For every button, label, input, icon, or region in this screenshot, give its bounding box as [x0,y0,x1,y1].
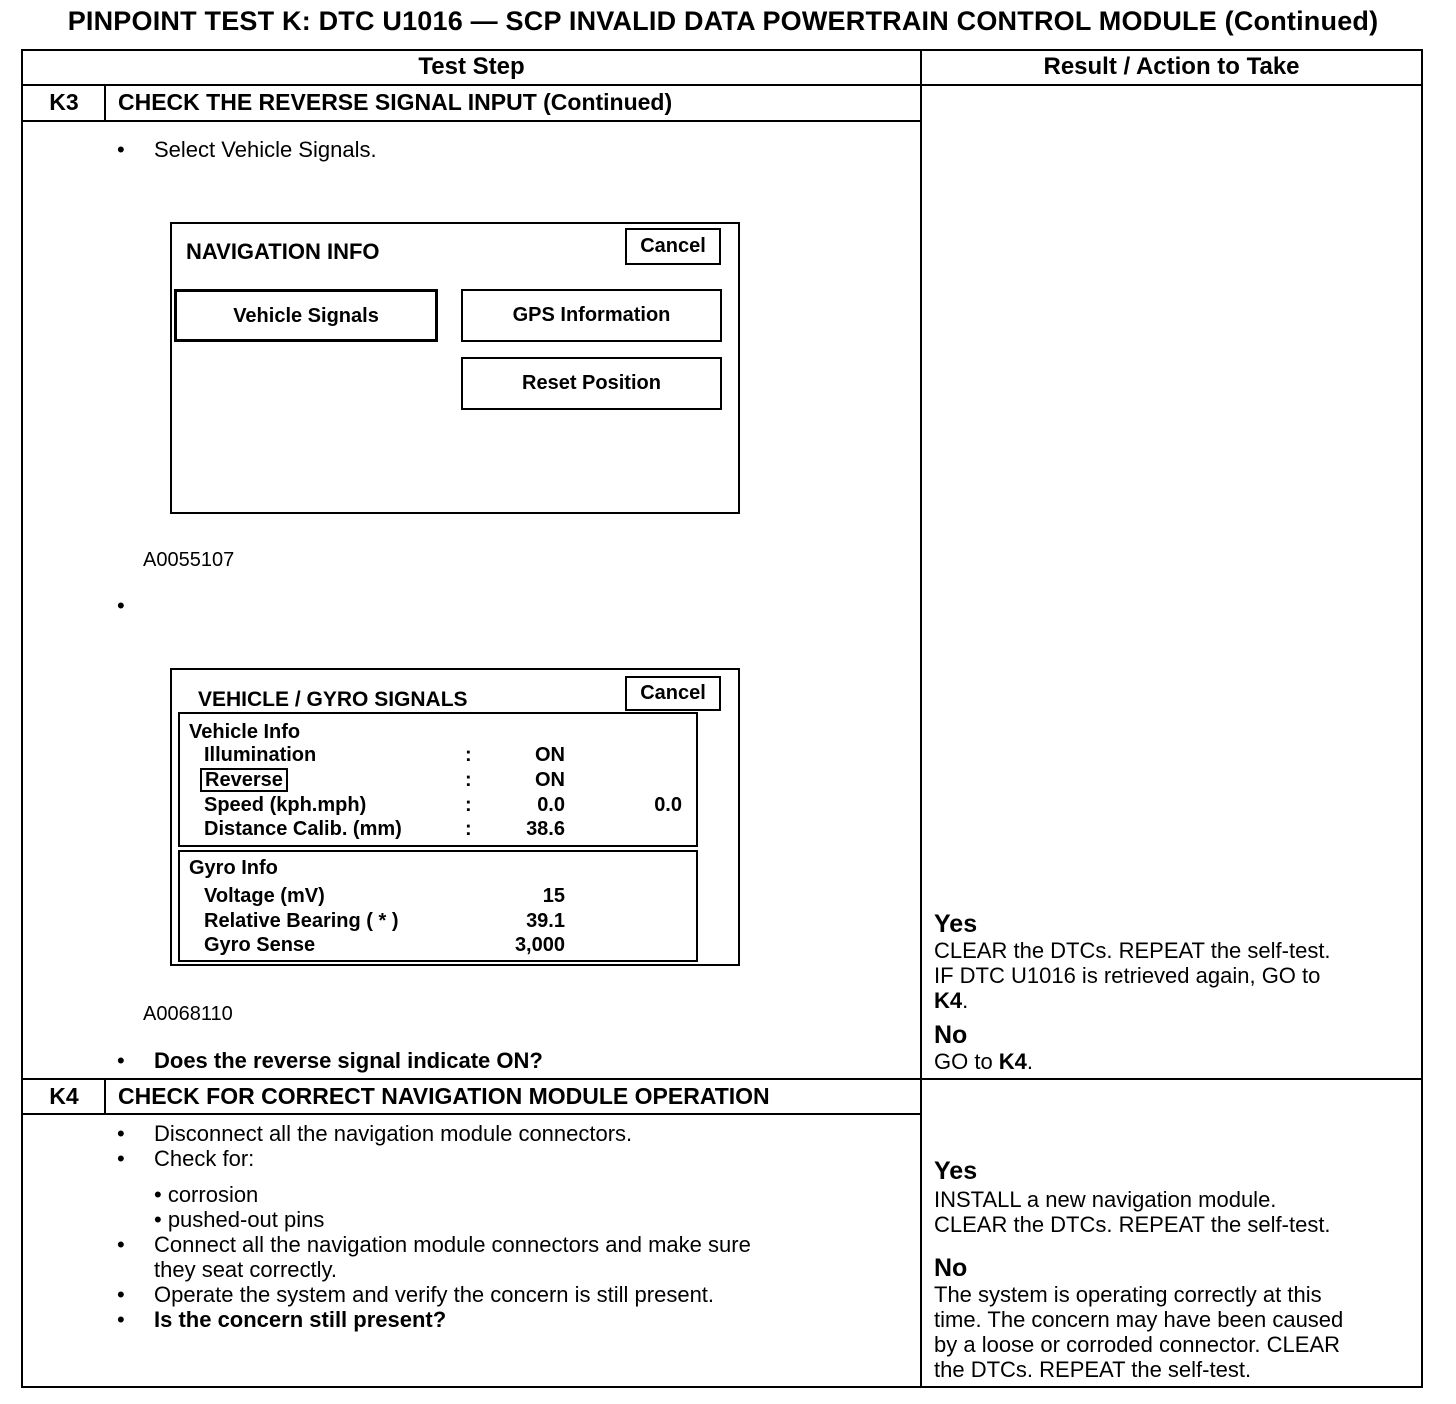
k3-no-prefix: GO to [934,1049,999,1074]
step-title-k4: CHECK FOR CORRECT NAVIGATION MODULE OPERATION [118,1083,770,1109]
vehicle-gyro-signals-screen [170,668,740,966]
k3-yes-line-1: CLEAR the DTCs. REPEAT the self-test. [934,938,1331,963]
k3-no-goto: K4 [998,1049,1027,1074]
k3-yes-line-2: IF DTC U1016 is retrieved again, GO to [934,963,1321,988]
vehicle-info-panel [178,712,698,847]
bullet: • [117,1048,125,1073]
k4-no-line-4: the DTCs. REPEAT the self-test. [934,1357,1252,1382]
illumination-value: ON [535,744,565,766]
k4-step-4: Operate the system and verify the concern is still present. [154,1282,715,1307]
k4-yes-label: Yes [934,1157,978,1185]
reset-position-button[interactable]: Reset Position [461,357,722,410]
header-test-step: Test Step [418,53,525,80]
bullet: • [117,1282,125,1307]
k4-no-line-1: The system is operating correctly at this [934,1282,1322,1307]
reverse-label: Reverse [200,768,288,792]
k4-title-border [21,1113,922,1115]
speed-kph-value: 0.0 [537,794,565,816]
k3-yes-line-3: K4. [934,988,969,1013]
vehicle-signals-button[interactable]: Vehicle Signals [174,289,438,342]
vehicle-gyro-title: VEHICLE / GYRO SIGNALS [198,688,468,711]
bullet: • [117,593,125,618]
page-title: PINPOINT TEST K: DTC U1016 — SCP INVALID DATA POWERTRAIN CONTROL MODULE (Continued) [67,6,1379,36]
k4-step-2: Check for: [154,1146,255,1171]
k4-no-line-2: time. The concern may have been caused [934,1307,1344,1332]
k4-no-line-3: by a loose or corroded connector. CLEAR [934,1332,1341,1357]
relative-bearing-label: Relative Bearing ( * ) [204,910,399,932]
row-divider [21,1078,1423,1080]
voltage-value: 15 [542,885,565,907]
k4-step-1: Disconnect all the navigation module connectors. [154,1121,633,1146]
bullet: • [117,137,125,162]
gyro-sense-label: Gyro Sense [204,934,316,956]
vehicle-info-label: Vehicle Info [189,721,301,743]
header-bottom-border [21,84,1423,86]
cancel-button[interactable]: Cancel [625,228,721,265]
k3-title-border [21,120,922,122]
k3-instruction: Select Vehicle Signals. [154,137,377,162]
k4-step-3a: Connect all the navigation module connectors and make sure [154,1232,751,1257]
bullet: • [117,1307,125,1332]
gps-information-button[interactable]: GPS Information [461,289,722,342]
speed-label: Speed (kph.mph) [204,794,367,816]
navigation-info-title: NAVIGATION INFO [186,239,380,264]
k3-question: Does the reverse signal indicate ON? [154,1048,543,1073]
gyro-info-panel [178,850,698,962]
distance-calib-label: Distance Calib. (mm) [204,818,402,840]
k4-yes-line-1: INSTALL a new navigation module. [934,1187,1277,1212]
bullet: • [117,1146,125,1171]
reverse-value: ON [535,769,565,791]
step-title-k3: CHECK THE REVERSE SIGNAL INPUT (Continued) [118,89,673,115]
column-divider [920,49,922,1388]
figure-code: A0068110 [143,1003,233,1025]
k3-yes-label: Yes [934,910,978,938]
k4-sub-1: • corrosion [154,1182,259,1207]
gyro-sense-value: 3,000 [514,934,565,956]
bullet: • [117,1232,125,1257]
k3-yes-goto: K4 [934,988,963,1013]
table-right-border [1421,49,1423,1388]
k4-question: Is the concern still present? [154,1307,447,1332]
k3-no-line: GO to K4. [934,1049,1034,1074]
k4-no-label: No [934,1254,968,1282]
navigation-info-screen [170,222,740,514]
voltage-label: Voltage (mV) [204,885,325,907]
header-result: Result / Action to Take [1043,53,1300,80]
k4-sub-2: • pushed-out pins [154,1207,325,1232]
speed-mph-value: 0.0 [654,794,682,816]
gyro-info-label: Gyro Info [189,857,278,879]
table-left-border [21,49,23,1388]
table-top-border [21,49,1423,51]
k3-no-label: No [934,1021,968,1049]
separator: : [465,744,472,766]
separator: : [465,794,472,816]
step-id-k4: K4 [49,1083,79,1109]
k4-step-3b: they seat correctly. [154,1257,337,1282]
distance-calib-value: 38.6 [526,818,565,840]
k4-yes-line-2: CLEAR the DTCs. REPEAT the self-test. [934,1212,1331,1237]
illumination-label: Illumination [204,744,317,766]
cancel-button[interactable]: Cancel [625,676,721,711]
relative-bearing-value: 39.1 [526,910,565,932]
table-bottom-border [21,1386,1423,1388]
step-id-k3: K3 [49,89,79,115]
separator: : [465,818,472,840]
bullet: • [117,1121,125,1146]
figure-code: A0055107 [143,549,235,571]
separator: : [465,769,472,791]
